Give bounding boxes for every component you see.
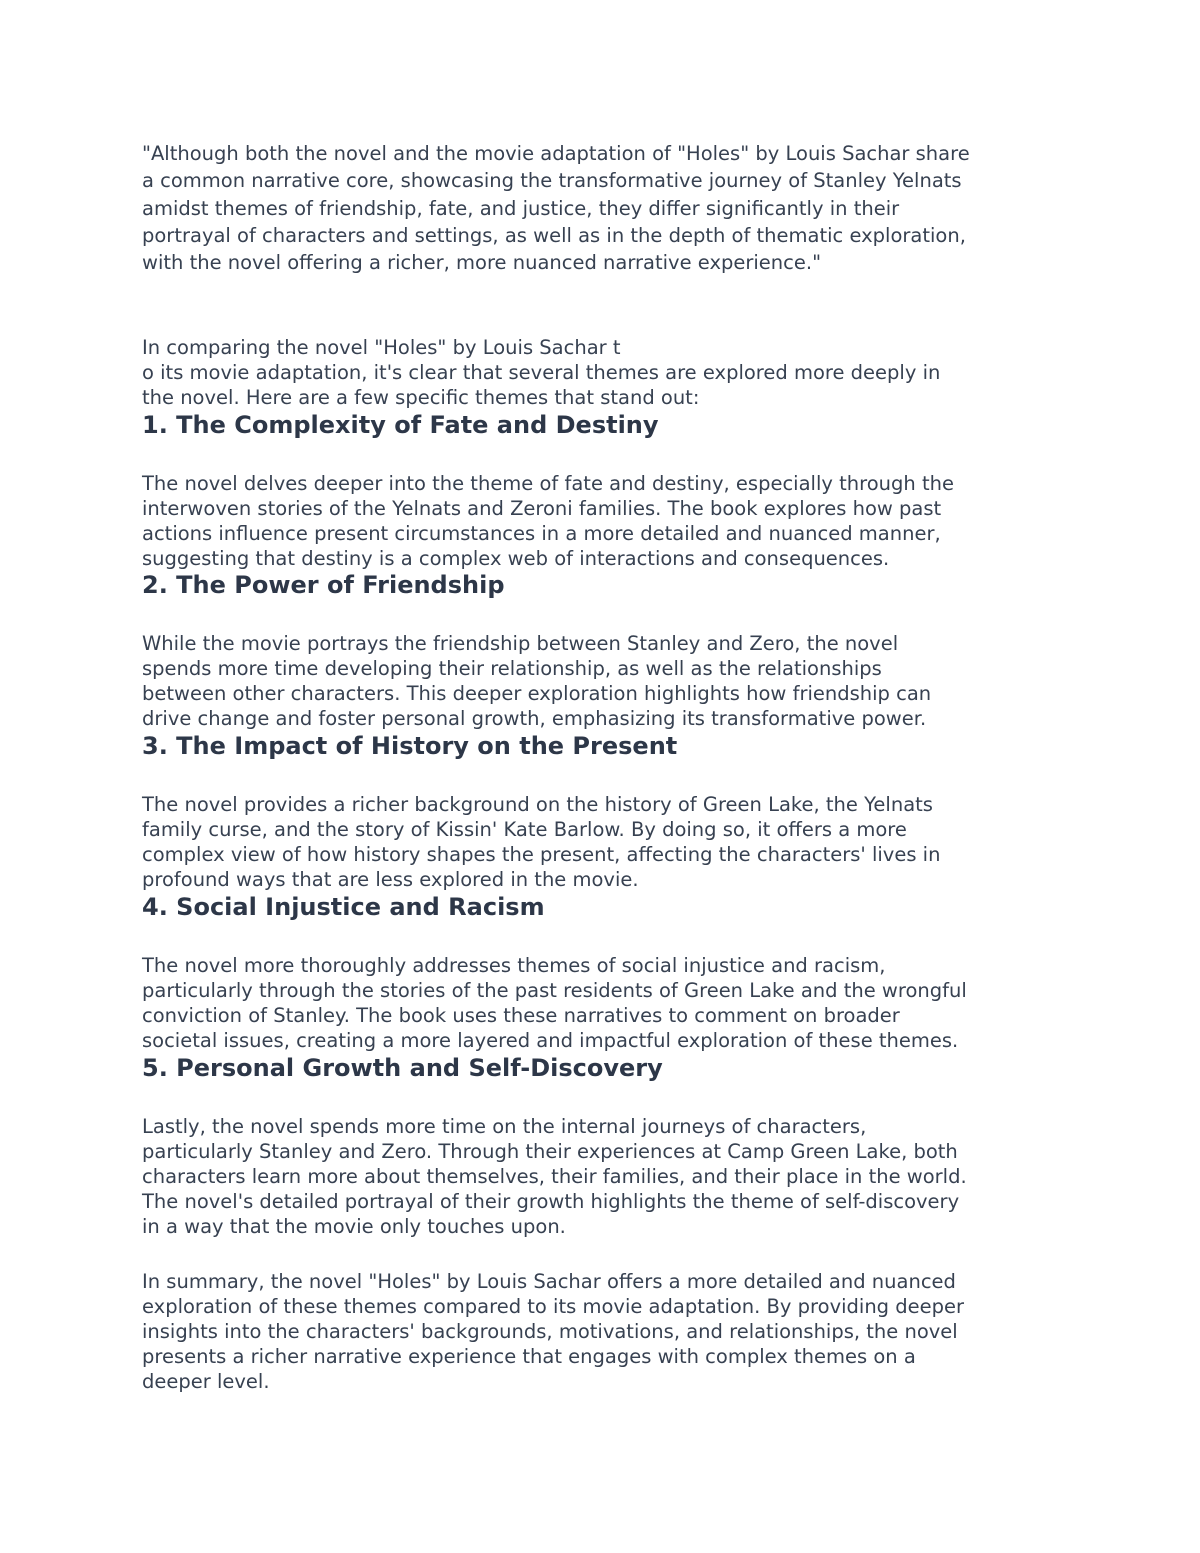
summary-line: In summary, the novel "Holes" by Louis Sachar offers a more detailed and nuanced — [142, 1270, 956, 1293]
section-line: Lastly, the novel spends more time on the internal journeys of characters, — [142, 1115, 867, 1138]
section-line: particularly through the stories of the past residents of Green Lake and the wrongful — [142, 979, 967, 1002]
thesis-line: a common narrative core, showcasing the transformative journey of Stanley Yelnats — [142, 169, 962, 192]
intro-line: the novel. Here are a few specific themes that stand out: — [142, 386, 700, 409]
section-line: The novel's detailed portrayal of their growth highlights the theme of self-discovery — [142, 1190, 960, 1213]
summary-line: presents a richer narrative experience that engages with complex themes on a — [142, 1345, 916, 1368]
section-line: conviction of Stanley. The book uses these narratives to comment on broader — [142, 1004, 900, 1027]
section-line: complex view of how history shapes the present, affecting the characters' lives in — [142, 843, 941, 866]
summary-line: exploration of these themes compared to its movie adaptation. By providing deeper — [142, 1295, 965, 1318]
section-line: family curse, and the story of Kissin' Kate Barlow. By doing so, it offers a more — [142, 818, 907, 841]
section-line: The novel delves deeper into the theme of fate and destiny, especially through the — [142, 472, 954, 495]
summary-line: deeper level. — [142, 1370, 270, 1393]
section-line: suggesting that destiny is a complex web of interactions and consequences. — [142, 547, 890, 570]
section-line: drive change and foster personal growth, emphasizing its transformative power. — [142, 707, 927, 730]
intro-line: In comparing the novel "Holes" by Louis Sachar t — [142, 336, 621, 359]
section-heading: 2. The Power of Friendship — [142, 571, 505, 599]
section-line: The novel provides a richer background on the history of Green Lake, the Yelnats — [142, 793, 933, 816]
section-line: characters learn more about themselves, their families, and their place in the world. — [142, 1165, 967, 1188]
section-line: interwoven stories of the Yelnats and Zeroni families. The book explores how past — [142, 497, 942, 520]
section-heading: 3. The Impact of History on the Present — [142, 732, 678, 760]
section-line: societal issues, creating a more layered and impactful exploration of these themes. — [142, 1029, 959, 1052]
thesis-line: portrayal of characters and settings, as well as in the depth of thematic exploration, — [142, 224, 966, 247]
section-line: particularly Stanley and Zero. Through their experiences at Camp Green Lake, both — [142, 1140, 958, 1163]
section-line: spends more time developing their relationship, as well as the relationships — [142, 657, 882, 680]
summary-line: insights into the characters' backgrounds, motivations, and relationships, the novel — [142, 1320, 958, 1343]
section-line: between other characters. This deeper exploration highlights how friendship can — [142, 682, 932, 705]
section-line: in a way that the movie only touches upon. — [142, 1215, 566, 1238]
section-line: actions influence present circumstances in a more detailed and nuanced manner, — [142, 522, 941, 545]
section-line: While the movie portrays the friendship between Stanley and Zero, the novel — [142, 632, 899, 655]
section-heading: 4. Social Injustice and Racism — [142, 893, 545, 921]
intro-line: o its movie adaptation, it's clear that several themes are explored more deeply in — [142, 361, 941, 384]
thesis-line: with the novel offering a richer, more nuanced narrative experience." — [142, 251, 822, 274]
thesis-line: "Although both the novel and the movie adaptation of "Holes" by Louis Sachar share — [142, 142, 970, 165]
section-line: profound ways that are less explored in the movie. — [142, 868, 639, 891]
section-heading: 5. Personal Growth and Self-Discovery — [142, 1054, 663, 1082]
section-heading: 1. The Complexity of Fate and Destiny — [142, 411, 659, 439]
thesis-line: amidst themes of friendship, fate, and justice, they differ significantly in their — [142, 197, 900, 220]
section-line: The novel more thoroughly addresses themes of social injustice and racism, — [142, 954, 886, 977]
